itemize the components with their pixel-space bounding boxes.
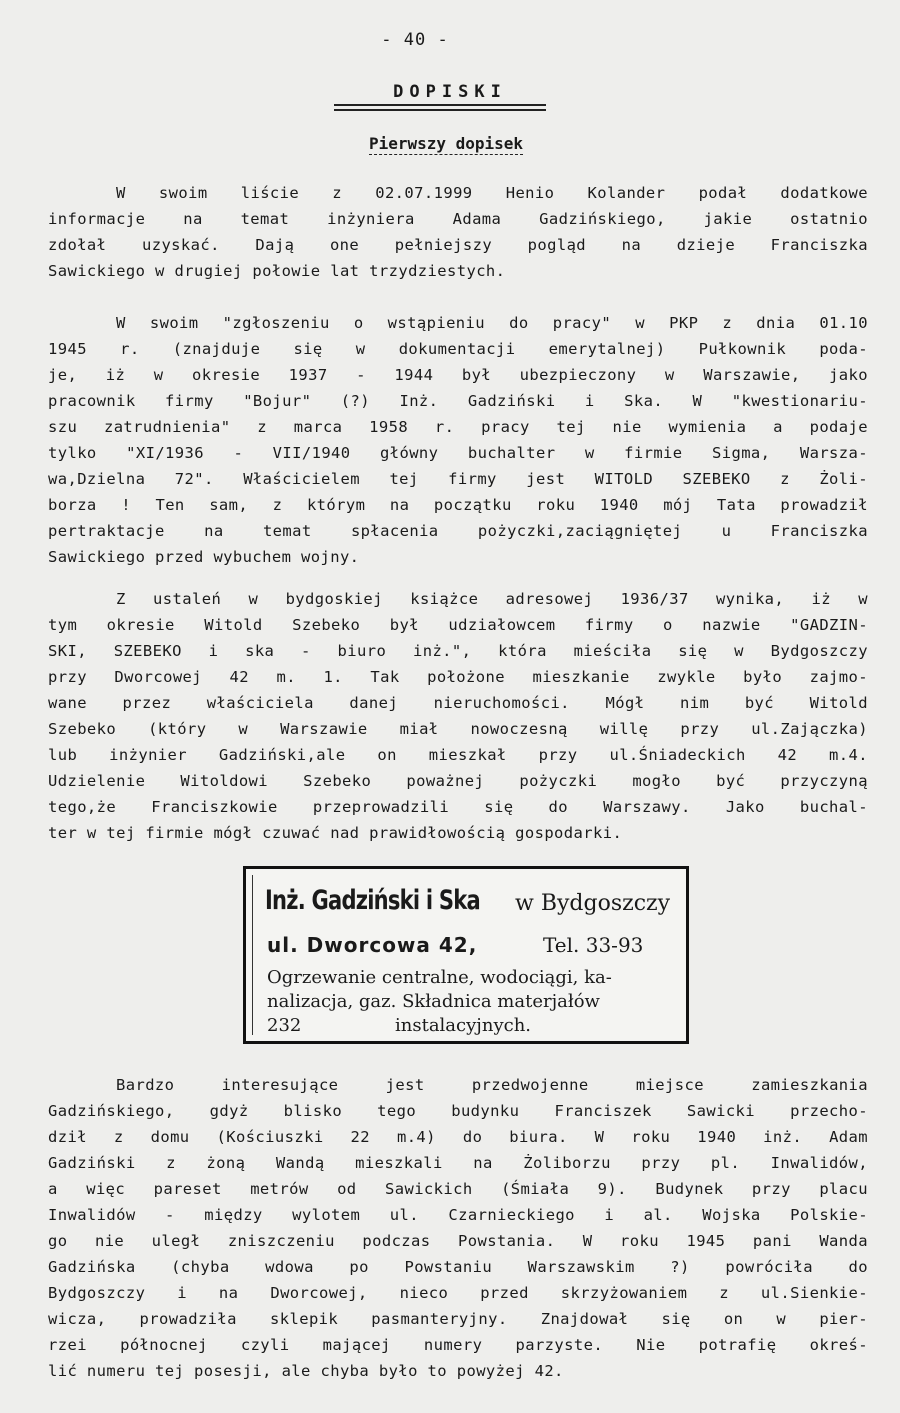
text-line: dził z domu (Kościuszki 22 m.4) do biura. W roku 1940 inż. Adam [48, 1128, 868, 1146]
text-line: Inwalidów - między wylotem ul. Czarnieckiego i al. Wojska Polskie- [48, 1206, 868, 1224]
ad-header [265, 885, 671, 916]
text-line: szu zatrudnienia" z marca 1958 r. pracy tej nie wymienia a podaje [48, 418, 868, 436]
text-line: Szebeko (który w Warszawie miał nowoczesną willę przy ul.Zajączka) [48, 720, 868, 738]
page-number: - 40 - [381, 30, 449, 50]
advertisement-inner-frame [252, 875, 680, 1035]
ad-address: ul. Dworcowa 42, [267, 933, 478, 957]
subheading [0, 134, 892, 153]
text-line: tylko "XI/1936 - VII/1940 główny buchalter w firmie Sigma, Warsza- [48, 444, 868, 462]
text-line: Udzielenie Witoldowi Szebeko poważnej pożyczki mogło być przyczyną [48, 772, 868, 790]
text-line: borza ! Ten sam, z którym na początku roku 1940 mój Tata prowadził [48, 496, 868, 514]
text-line: SKI, SZEBEKO i ska - biuro inż.", która mieściła się w Bydgoszczy [48, 642, 868, 660]
ad-description-line-3 [267, 1015, 531, 1036]
paragraph-2 [48, 310, 868, 570]
ad-description-text: instalacyjnych. [395, 1015, 532, 1036]
text-line: 1945 r. (znajduje się w dokumentacji emerytalnej) Pułkownik poda- [48, 340, 868, 358]
text-line: W swoim "zgłoszeniu o wstąpieniu do pracy" w PKP z dnia 01.10 [116, 314, 868, 332]
text-line: wicza, prowadziła sklepik pasmanteryjny. Znajdował się on w pier- [48, 1310, 868, 1328]
text-line: pertraktacje na temat spłacenia pożyczki,zaciągniętej u Franciszka [48, 522, 868, 540]
ad-phone: Tel. 33-93 [543, 933, 644, 957]
text-line: je, iż w okresie 1937 - 1944 był ubezpieczony w Warszawie, jako [48, 366, 868, 384]
text-line: a więc pareset metrów od Sawickich (Śmiała 9). Budynek przy placu [48, 1180, 868, 1198]
text-line: Bydgoszczy i na Dworcowej, nieco przed skrzyżowaniem z ul.Sienkie- [48, 1284, 868, 1302]
paragraph-1 [48, 180, 868, 284]
text-line: pracownik firmy "Bojur" (?) Inż. Gadziński i Ska. W "kwestionariu- [48, 392, 868, 410]
text-line: Gadziński z żoną Wandą mieszkali na Żoliborzu przy pl. Inwalidów, [48, 1154, 868, 1172]
text-line: Sawickiego w drugiej połowie lat trzydziestych. [48, 262, 506, 280]
text-line: tego,że Franciszkowie przeprowadzili się do Warszawy. Jako buchal- [48, 798, 868, 816]
text-line: Gadzińska (chyba wdowa po Powstaniu Warszawskim ?) powróciła do [48, 1258, 868, 1276]
subheading-text: Pierwszy dopisek [368, 134, 524, 153]
ad-description-line-2: nalizacja, gaz. Składnica materjałów [267, 991, 600, 1012]
text-line: rzei północnej czyli mającej numery parzyste. Nie potrafię okreś- [48, 1336, 868, 1354]
text-line: zdołał uzyskać. Dają one pełniejszy pogląd na dzieje Franciszka [48, 236, 868, 254]
paragraph-3 [48, 586, 868, 846]
text-line: tym okresie Witold Szebeko był udziałowcem firmy o nazwie "GADZIN- [48, 616, 868, 634]
heading-double-rule [334, 104, 546, 111]
ad-company-name: Inż. Gadziński i Ska [265, 885, 480, 916]
text-line: informacje na temat inżyniera Adama Gadzińskiego, jakie ostatnio [48, 210, 868, 228]
ad-number: 232 [267, 1015, 302, 1036]
ad-description-line-1: Ogrzewanie centralne, wodociągi, ka- [267, 967, 612, 988]
text-line: go nie uległ zniszczeniu podczas Powstania. W roku 1945 pani Wanda [48, 1232, 868, 1250]
text-line: Gadzińskiego, gdyż blisko tego budynku Franciszek Sawicki przecho- [48, 1102, 868, 1120]
text-line: przy Dworcowej 42 m. 1. Tak położone mieszkanie zwykle było zajmo- [48, 668, 868, 686]
ad-city: w Bydgoszczy [515, 891, 671, 916]
text-line: Z ustaleń w bydgoskiej książce adresowej 1936/37 wynika, iż w [116, 590, 868, 608]
text-line: ter w tej firmie mógł czuwać nad prawidłowością gospodarki. [48, 824, 623, 842]
paragraph-4 [48, 1072, 868, 1384]
text-line: W swoim liście z 02.07.1999 Henio Kolander podał dodatkowe [116, 184, 868, 202]
text-line: Bardzo interesujące jest przedwojenne miejsce zamieszkania [116, 1076, 868, 1094]
advertisement-clipping [243, 866, 689, 1044]
text-line: Sawickiego przed wybuchem wojny. [48, 548, 360, 566]
text-line: lić numeru tej posesji, ale chyba było to powyżej 42. [48, 1362, 564, 1380]
text-line: lub inżynier Gadziński,ale on mieszkał przy ul.Śniadeckich 42 m.4. [48, 746, 868, 764]
text-line: wane przez właściciela danej nieruchomości. Mógł nim być Witold [48, 694, 868, 712]
section-heading: DOPISKI [393, 82, 507, 102]
text-line: wa,Dzielna 72". Właścicielem tej firmy jest WITOLD SZEBEKO z Żoli- [48, 470, 868, 488]
